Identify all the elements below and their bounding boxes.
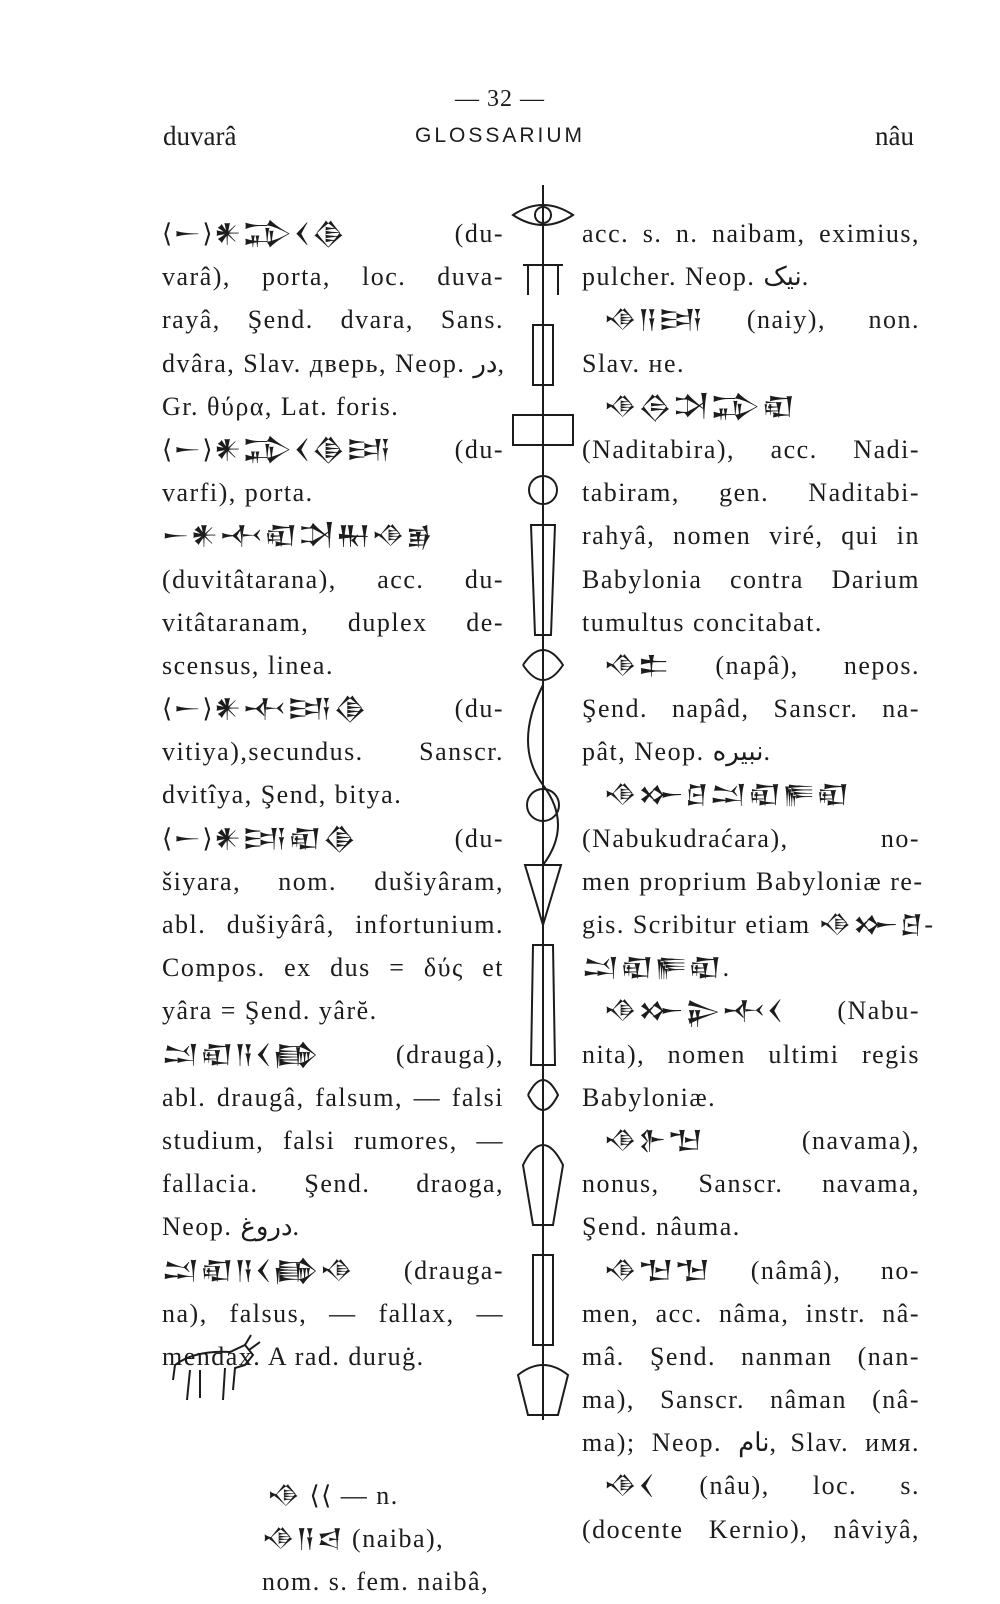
text-line: 𒀸𒀭𒋾𒊏𒋫𒊑𒈾𒂊 bbox=[162, 521, 435, 551]
text-line: Compos. ex dus = δύς et bbox=[162, 953, 504, 983]
text-line: ma); Neop. نام, Slav. имя. bbox=[582, 1428, 920, 1458]
text-line: 𒈾𒌋 (nâu), loc. s. bbox=[604, 1471, 920, 1501]
text-line: gis. Scribitur etiam 𒈾𒁍𒆪- bbox=[582, 910, 935, 939]
decorative-column-ornament bbox=[503, 165, 583, 1440]
text-line: (duvitâtarana), acc. du- bbox=[162, 564, 504, 594]
text-line: acc. s. n. naibam, eximius, bbox=[582, 219, 920, 248]
text-line: abl. dušiyârâ, infortunium. bbox=[162, 910, 504, 939]
text-line: studium, falsi rumores, — bbox=[162, 1125, 504, 1155]
text-line: 𒁺𒊏𒀀𒌋𒂵 (drauga), bbox=[162, 1039, 504, 1069]
page-number: — 32 — bbox=[455, 86, 545, 112]
text-line: mâ. Şend. nanman (nan- bbox=[582, 1341, 920, 1371]
text-line: 𒈾𒀀𒁀 (naiba), bbox=[262, 1524, 445, 1554]
text-line: rayâ, Şend. dvara, Sans. bbox=[162, 305, 504, 335]
text-line: 𒈾𒀀𒅀 (naiy), non. bbox=[604, 305, 920, 335]
text-line: pât, Neop. نبیره. bbox=[582, 737, 770, 767]
text-line: ⟨𒀸⟩𒀭𒁉𒌋𒆠𒅀 (du- bbox=[162, 434, 504, 464]
header-left-word: duvarâ bbox=[163, 121, 237, 151]
text-line: scensus, linea. bbox=[162, 650, 334, 680]
text-line: vitiya),secundus. Sanscr. bbox=[162, 737, 504, 767]
text-line: 𒈾 ⟨⟨ — n. bbox=[267, 1481, 399, 1511]
text-line: na), falsus, — fallax, — bbox=[162, 1298, 504, 1328]
bull-icon bbox=[165, 1330, 265, 1410]
text-line: 𒈾𒁍𒆪𒁺𒊏𒊓𒊏 bbox=[604, 780, 851, 810]
text-line: men, acc. nâma, instr. nâ- bbox=[582, 1298, 920, 1328]
text-line: yâra = Şend. yârĕ. bbox=[162, 996, 378, 1026]
text-line: 𒈾𒉿𒈠 (navama), bbox=[604, 1125, 920, 1155]
text-line: vitâtaranam, duplex de- bbox=[162, 607, 504, 637]
running-title: GLOSSARIUM bbox=[414, 124, 586, 147]
text-line: abl. draugâ, falsum, — falsi bbox=[162, 1082, 504, 1112]
text-line: 𒈾𒉺 (napâ), nepos. bbox=[604, 650, 920, 680]
text-line: ⟨𒀸⟩𒀭𒅀𒊏𒆠 (du- bbox=[162, 823, 504, 853]
text-line: dvâra, Slav. дверь, Neop. در, bbox=[162, 348, 504, 378]
text-line: šiyara, nom. dušiyâram, bbox=[162, 866, 504, 896]
text-line: nita), nomen ultimi regis bbox=[582, 1039, 920, 1069]
text-line: 𒁺𒊏𒊓𒊏. bbox=[582, 953, 731, 983]
text-line: (Naditabira), acc. Nadi- bbox=[582, 434, 920, 464]
text-line: nom. s. fem. naibâ, bbox=[262, 1567, 490, 1597]
text-line: mendax. A rad. duruġ. bbox=[162, 1341, 425, 1371]
text-line: 𒈾𒁲𒋫𒁉𒊏 bbox=[604, 391, 797, 421]
text-line: 𒈾𒁍𒉌𒋾𒌋 (Nabu- bbox=[604, 996, 920, 1026]
text-line: pulcher. Neop. نیک. bbox=[582, 262, 809, 292]
text-line: (docente Kernio), nâviyâ, bbox=[582, 1514, 920, 1544]
text-line: Şend. nâuma. bbox=[582, 1212, 741, 1242]
header-right-word: nâu bbox=[875, 121, 914, 151]
text-line: Gr. θύρα, Lat. foris. bbox=[162, 391, 400, 421]
text-line: ⟨𒀸⟩𒀭𒋾𒅀𒆠 (du- bbox=[162, 694, 504, 724]
text-line: dvitîya, Şend, bitya. bbox=[162, 780, 403, 810]
text-line: Şend. napâd, Sanscr. na- bbox=[582, 694, 920, 724]
text-line: fallacia. Şend. draoga, bbox=[162, 1169, 504, 1199]
text-line: men proprium Babyloniæ re- bbox=[582, 866, 924, 896]
text-line: Babyloniæ. bbox=[582, 1082, 717, 1112]
text-line: tumultus concitabat. bbox=[582, 607, 823, 637]
text-line: 𒁺𒊏𒀀𒌋𒂵𒈾 (drauga- bbox=[162, 1255, 504, 1285]
text-line: rahyâ, nomen viré, qui in bbox=[582, 521, 920, 551]
text-line: nonus, Sanscr. navama, bbox=[582, 1169, 920, 1199]
text-line: varâ), porta, loc. duva- bbox=[162, 262, 504, 292]
text-line: (Nabukudraćara), no- bbox=[582, 823, 920, 853]
text-line: 𒈾𒈠𒈠 (nâmâ), no- bbox=[604, 1255, 920, 1285]
text-line: Babylonia contra Darium bbox=[582, 564, 920, 594]
text-line: Slav. не. bbox=[582, 348, 685, 378]
text-line: varfi), porta. bbox=[162, 478, 314, 508]
text-line: ma), Sanscr. nâman (nâ- bbox=[582, 1385, 920, 1415]
text-line: Neop. دروغ. bbox=[162, 1212, 300, 1242]
right-column bbox=[582, 212, 935, 1551]
text-line: ⟨𒀸⟩𒀭𒁉𒌋𒆠 (du- bbox=[162, 219, 504, 248]
text-line: tabiram, gen. Naditabi- bbox=[582, 478, 920, 508]
